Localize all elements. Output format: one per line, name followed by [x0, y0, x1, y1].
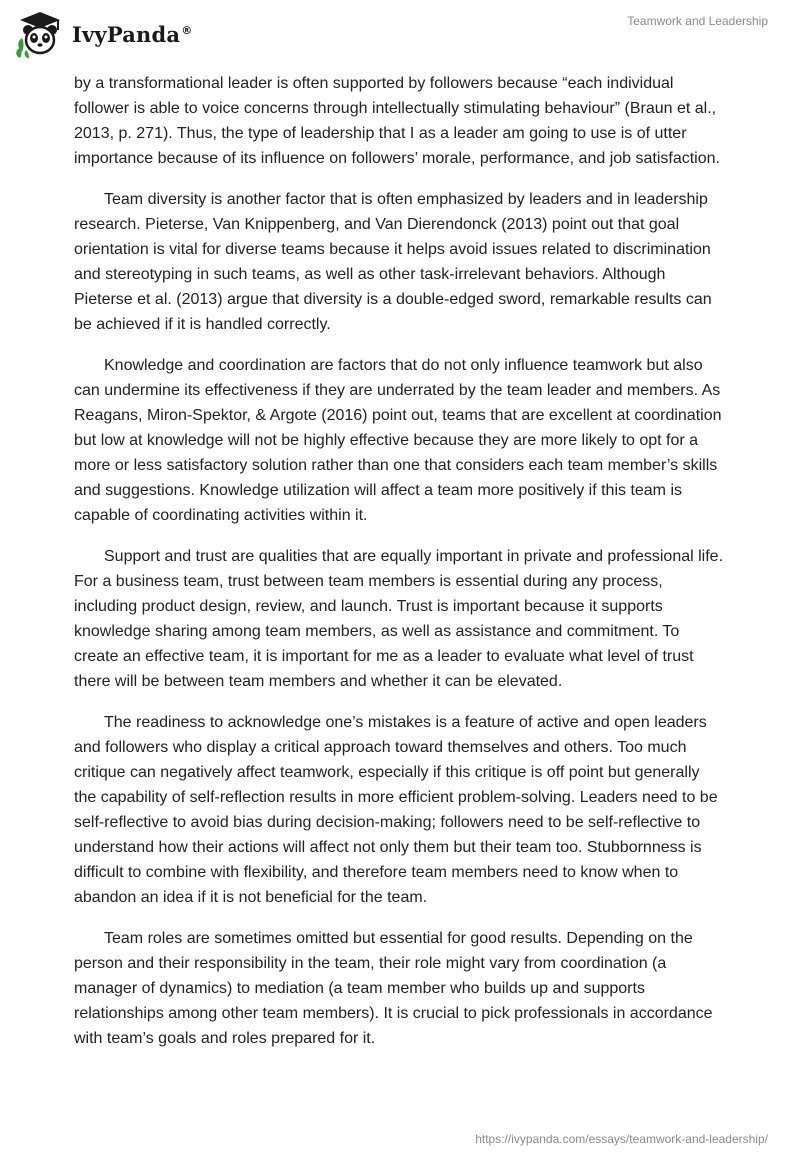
- paragraph: Support and trust are qualities that are equally important in private and professional life. For a business team, trust between team members is essential during any process, including product design, review, and launch. Trust is important because it supports knowledge sharing among team members, as well as assistance and commitment. To create an effective team, it is important for me as a leader to evaluate what level of trust there will be between team members and whether it can be elevated.: [74, 548, 724, 690]
- ivypanda-logo[interactable]: [14, 8, 192, 60]
- document-title: Teamwork and Leadership: [627, 14, 768, 28]
- paragraph: Team diversity is another factor that is often emphasized by leaders and in leadership research. Pieterse, Van Knippenberg, and Van Dierendonck (2013) point out that goal orientation is vital for diverse teams because it helps avoid issues related to discrimination and stereotyping in such teams, as well as other task-irrelevant behaviors. Although Pieterse et al. (2013) argue that diversity is a double-edged sword, remarkable results can be achieved if it is handled correctly.: [74, 191, 712, 333]
- essay-body: [74, 71, 726, 1067]
- paragraph: The readiness to acknowledge one’s mistakes is a feature of active and open leaders and followers who display a critical approach toward themselves and others. Too much critique can negatively affect teamwork, especially if this critique is off point but generally the capability of self-reflection results in more efficient problem-solving. Leaders need to be self-reflective to avoid bias during decision-making; followers need to be self-reflective to understand how their actions will affect not only them but their team too. Stubbornness is difficult to combine with flexibility, and therefore team members need to know when to abandon an idea if it is not beneficial for the team.: [74, 714, 718, 906]
- paragraph: Team roles are sometimes omitted but essential for good results. Depending on the person and their responsibility in the team, their role might vary from coordination (a manager of dynamics) to mediation (a team member who builds up and supports relationships among other team members). It is crucial to pick professionals in accordance with team’s goals and roles prepared for it.: [74, 930, 713, 1047]
- page-header: [0, 0, 800, 70]
- source-url-link[interactable]: https://ivypanda.com/essays/teamwork-and-leadership/: [475, 1132, 768, 1146]
- panda-logo-icon: [14, 8, 66, 60]
- logo-wordmark: IvyPanda®: [72, 21, 193, 47]
- paragraph: by a transformational leader is often supported by followers because “each individual follower is able to voice concerns through intellectually stimulating behaviour” (Braun et al., 2013, p. 271). Thus, the type of leadership that I as a leader am going to use is of utter importance because of its influence on followers’ morale, performance, and job satisfaction.: [74, 75, 720, 167]
- paragraph: Knowledge and coordination are factors that do not only influence teamwork but also can undermine its effectiveness if they are underrated by the team leader and members. As Reagans, Miron-Spektor, & Argote (2016) point out, teams that are excellent at coordination but low at knowledge will not be highly effective because they are more likely to opt for a more or less satisfactory solution rather than one that considers each team member’s skills and suggestions. Knowledge utilization will affect a team more positively if this team is capable of coordinating activities within it.: [74, 357, 722, 524]
